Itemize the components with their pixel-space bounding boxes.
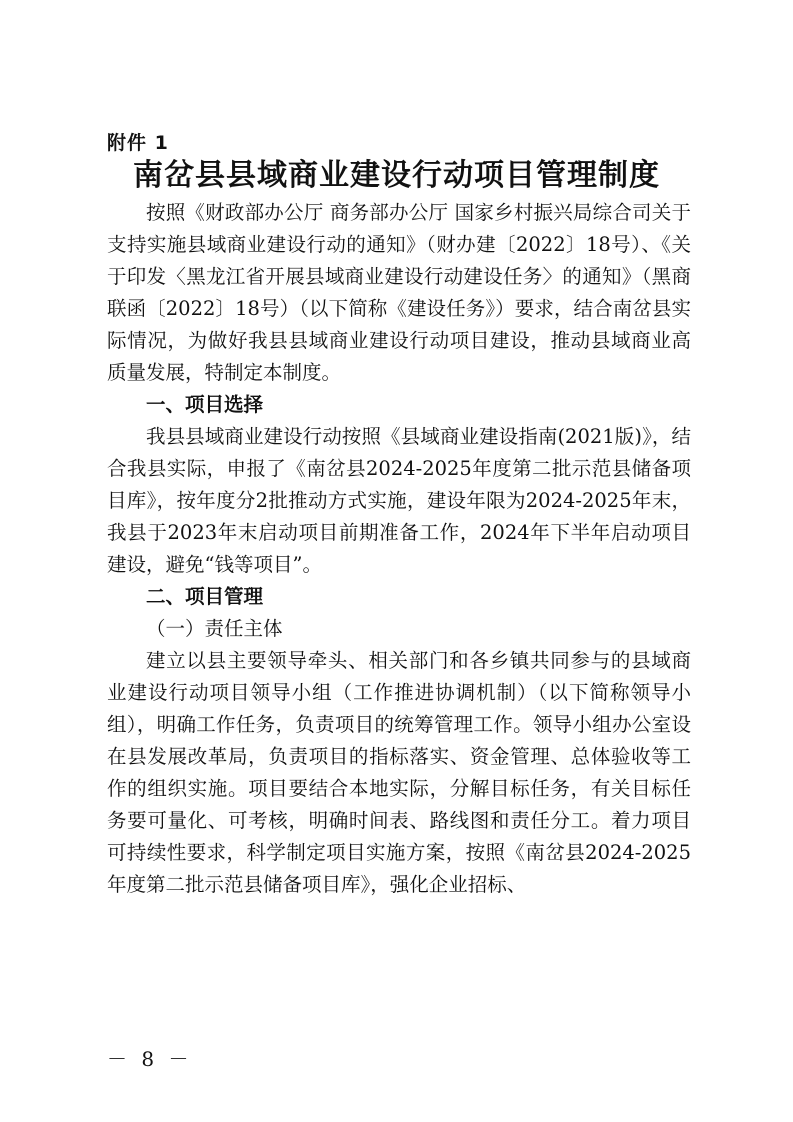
responsible-body-paragraph: 建立以县主要领导牵头、相关部门和各乡镇共同参与的县域商业建设行动项目领导小组（工作推进协调机制）（以下简称领导小组），明确工作任务，负责项目的统筹管理工作。领导小组办公室设在县发展改革局，负责项目的指标落实、资金管理、总体验收等工作的组织实施。项目要结合本地实际，分解目标任务，有关目标任务要可量化、可考核，明确时间表、路线图和责任分工。着力项目可持续性要求，科学制定项目实施方案，按照《南岔县2024-2025年度第二批示范县储备项目库》，强化企业招标、 (107, 649, 691, 896)
document-body (107, 197, 691, 901)
attachment-label: 附件 1 (107, 132, 169, 154)
page-number: － 8 － (107, 1047, 193, 1071)
section-heading-project-management: 二、项目管理 (146, 585, 264, 608)
project-selection-paragraph: 我县县域商业建设行动按照《县域商业建设指南(2021版)》，结合我县实际，申报了《南岔县2024-2025年度第二批示范县储备项目库》，按年度分2批推动方式实施，建设年限为2024-2025年末，我县于2023年末启动项目前期准备工作，2024年下半年启动项目建设，避免“钱等项目”。 (107, 425, 691, 576)
document-title: 南岔县县域商业建设行动项目管理制度 (133, 158, 660, 193)
section-heading-project-selection: 一、项目选择 (146, 393, 264, 416)
subsection-heading-responsible-body: （一）责任主体 (146, 617, 283, 640)
intro-paragraph: 按照《财政部办公厅 商务部办公厅 国家乡村振兴局综合司关于支持实施县域商业建设行动的通知》（财办建〔2022〕18号）、《关于印发〈黑龙江省开展县域商业建设行动建设任务〉的通知》（黑商联函〔2022〕18号）（以下简称《建设任务》）要求，结合南岔县实际情况，为做好我县县域商业建设行动项目建设，推动县域商业高质量发展，特制定本制度。 (107, 201, 691, 384)
